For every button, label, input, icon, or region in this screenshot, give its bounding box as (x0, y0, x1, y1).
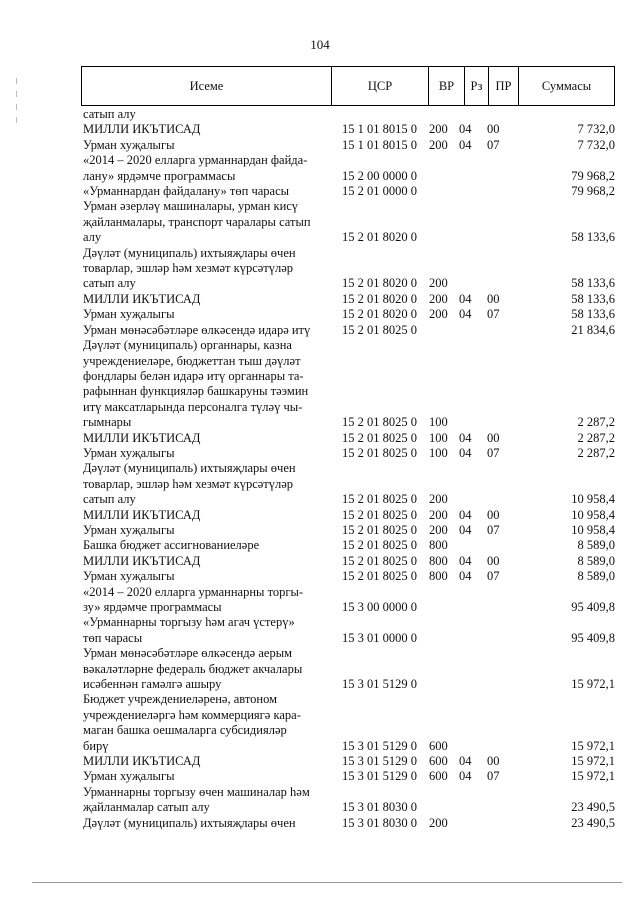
row-name-line: Дәүләт (муниципаль) ихтыяҗлары өчен (83, 245, 296, 260)
row-name-line: «2014 – 2020 елларга урманнарны торгы- (83, 584, 304, 599)
row-csr: 15 3 01 5129 0 (342, 754, 417, 769)
row-name-line: Урман мөнәсәбәтләре өлкәсендә аерым (83, 646, 292, 661)
row-rz: 04 (459, 522, 472, 537)
row-sum: 8 589,0 (577, 569, 615, 584)
header-pr: ПР (489, 67, 519, 105)
row-vr: 200 (429, 522, 448, 537)
row-vr: 600 (429, 754, 448, 769)
table-row (81, 122, 615, 137)
table-row (81, 184, 615, 199)
row-name (81, 646, 336, 692)
row-name-line: Башка бюджет ассигнованиеләре (83, 538, 260, 553)
header-sum: Суммасы (541, 78, 592, 93)
table-row (81, 754, 615, 769)
row-name (81, 538, 336, 553)
row-name (81, 754, 336, 769)
row-csr: 15 2 01 8025 0 (342, 430, 417, 445)
margin-ticks (16, 78, 20, 128)
row-name-line: Урман хуҗалыгы (83, 137, 175, 152)
row-name (81, 153, 336, 184)
row-pr: 00 (487, 430, 500, 445)
row-rz: 04 (459, 291, 472, 306)
row-rz: 04 (459, 569, 472, 584)
row-name-line: исәбеннән гамәлгә ашыру (83, 677, 222, 692)
row-vr: 800 (429, 553, 448, 568)
row-name-line: төп чарасы (83, 630, 143, 645)
row-name-line: учреждениеләргә һәм коммерциягә кара- (83, 707, 301, 722)
row-name-line: «Урманнарны торгызу һәм агач үстерү» (83, 615, 295, 630)
row-name-line: Урман хуҗалыгы (83, 445, 175, 460)
table-row (81, 338, 615, 430)
row-sum: 8 589,0 (577, 538, 615, 553)
row-csr: 15 1 01 8015 0 (342, 137, 417, 152)
row-pr: 00 (487, 122, 500, 137)
row-sum: 58 133,6 (571, 276, 615, 291)
row-csr: 15 3 01 8030 0 (342, 800, 417, 815)
row-pr: 00 (487, 291, 500, 306)
row-name-line: МИЛЛИ ИКЪТИСАД (83, 291, 201, 306)
row-csr: 15 1 01 8015 0 (342, 122, 417, 137)
row-sum: 2 287,2 (577, 430, 615, 445)
table-row (81, 461, 615, 507)
table-row (81, 646, 615, 692)
table-row (81, 569, 615, 584)
table-row (81, 816, 615, 831)
row-name-line: Урман мөнәсәбәтләре өлкәсендә идарә итү (83, 322, 311, 337)
row-name (81, 323, 336, 338)
table-row (81, 199, 615, 245)
row-name-line: «2014 – 2020 елларга урманнардан файда- (83, 153, 308, 168)
row-csr: 15 2 01 8025 0 (342, 445, 417, 460)
row-name (81, 816, 336, 831)
row-name-line: Урман хуҗалыгы (83, 569, 175, 584)
row-rz: 04 (459, 307, 472, 322)
row-name (81, 307, 336, 322)
row-name (81, 554, 336, 569)
row-name (81, 107, 336, 122)
row-csr: 15 2 01 8025 0 (342, 522, 417, 537)
row-name (81, 338, 336, 430)
row-rz: 04 (459, 122, 472, 137)
row-name-line: МИЛЛИ ИКЪТИСАД (83, 430, 201, 445)
header-rz: Рз (465, 67, 489, 105)
row-vr: 200 (429, 307, 448, 322)
row-name-line: Дәүләт (муниципаль) ихтыяҗлары өчен (83, 815, 296, 830)
row-name-line: лану» ярдәмче программасы (83, 168, 236, 183)
row-sum: 21 834,6 (571, 322, 615, 337)
row-name (81, 785, 336, 816)
row-pr: 07 (487, 769, 500, 784)
row-sum: 58 133,6 (571, 307, 615, 322)
table-row (81, 138, 615, 153)
table-row (81, 292, 615, 307)
row-sum: 10 958,4 (571, 507, 615, 522)
row-pr: 07 (487, 307, 500, 322)
row-name-line: сатып алу (83, 107, 136, 121)
row-name (81, 138, 336, 153)
row-rz: 04 (459, 430, 472, 445)
row-name-line: МИЛЛИ ИКЪТИСАД (83, 553, 201, 568)
row-rz: 04 (459, 137, 472, 152)
header-vr: ВР (429, 67, 465, 105)
table-row (81, 615, 615, 646)
row-name (81, 615, 336, 646)
table-row (81, 508, 615, 523)
row-rz: 04 (459, 507, 472, 522)
row-csr: 15 3 01 0000 0 (342, 630, 417, 645)
row-vr: 200 (429, 507, 448, 522)
row-sum: 15 972,1 (571, 738, 615, 753)
row-name-line: вәкаләтләрне федераль бюджет акчалары (83, 661, 303, 676)
row-vr: 600 (429, 769, 448, 784)
row-name-line: маган башка оешмаларга субсидияләр (83, 723, 287, 738)
row-pr: 00 (487, 754, 500, 769)
row-csr: 15 3 01 5129 0 (342, 769, 417, 784)
table-row (81, 785, 615, 816)
row-csr: 15 3 01 5129 0 (342, 677, 417, 692)
page-number: 104 (310, 37, 330, 52)
row-name-line: җайланмалар сатып алу (83, 800, 210, 815)
row-vr: 200 (429, 492, 448, 507)
row-csr: 15 2 00 0000 0 (342, 168, 417, 183)
row-pr: 07 (487, 445, 500, 460)
row-sum: 95 409,8 (571, 630, 615, 645)
row-sum: 8 589,0 (577, 553, 615, 568)
row-sum: 95 409,8 (571, 600, 615, 614)
table-header (81, 66, 615, 106)
row-name-line: фондлары белән идарә итү органнары та- (83, 368, 304, 383)
row-sum: 2 287,2 (577, 445, 615, 460)
row-name-line: алу (83, 230, 102, 245)
table-row (81, 307, 615, 322)
row-name-line: товарлар, эшләр һәм хезмәт күрсәтүләр (83, 476, 294, 491)
row-name-line: сатып алу (83, 276, 136, 291)
row-sum: 15 972,1 (571, 754, 615, 769)
table-row (81, 107, 615, 122)
row-pr: 07 (487, 522, 500, 537)
row-name (81, 446, 336, 461)
row-sum: 79 968,2 (571, 168, 615, 183)
row-name-line: итү максатларында персоналга түләү чы- (83, 399, 303, 414)
row-pr: 00 (487, 507, 500, 522)
table-row (81, 523, 615, 538)
row-vr: 100 (429, 445, 448, 460)
row-sum: 58 133,6 (571, 230, 615, 245)
footer-divider (32, 882, 622, 883)
row-name-line: рафыннан функцияләр башкаруны тәэмин (83, 384, 309, 399)
row-name-line: җайланмалары, транспорт чаралары сатып (83, 214, 311, 229)
row-name-line: сатып алу (83, 492, 136, 507)
row-vr: 200 (429, 122, 448, 137)
row-csr: 15 2 01 8020 0 (342, 230, 417, 245)
row-name (81, 292, 336, 307)
row-name-line: МИЛЛИ ИКЪТИСАД (83, 122, 201, 137)
row-csr: 15 2 01 8025 0 (342, 415, 417, 430)
row-name-line: Дәүләт (муниципаль) органнары, казна (83, 338, 292, 353)
row-name-line: Урман хуҗалыгы (83, 769, 175, 784)
row-sum: 7 732,0 (577, 137, 615, 152)
header-name: Исеме (82, 67, 332, 105)
table-body (81, 107, 615, 831)
row-name (81, 122, 336, 137)
row-name-line: МИЛЛИ ИКЪТИСАД (83, 507, 201, 522)
table-row (81, 585, 615, 616)
row-name-line: учреждениеләре, бюджеттан тыш дәүләт (83, 353, 301, 368)
table-row (81, 769, 615, 784)
table-row (81, 554, 615, 569)
row-name-line: товарлар, эшләр һәм хезмәт күрсәтүләр (83, 261, 294, 276)
row-vr: 200 (429, 276, 448, 291)
row-vr: 800 (429, 569, 448, 584)
row-sum: 2 287,2 (577, 415, 615, 430)
row-vr: 200 (429, 291, 448, 306)
row-name (81, 508, 336, 523)
row-csr: 15 2 01 8025 0 (342, 507, 417, 522)
row-name (81, 246, 336, 292)
row-vr: 200 (429, 137, 448, 152)
row-csr: 15 2 01 8025 0 (342, 322, 417, 337)
row-vr: 800 (429, 538, 448, 553)
table-row (81, 446, 615, 461)
row-csr: 15 3 01 5129 0 (342, 738, 417, 753)
row-name-line: бирү (83, 738, 109, 753)
row-rz: 04 (459, 754, 472, 769)
header-csr: ЦСР (332, 67, 429, 105)
row-name-line: Урман хуҗалыгы (83, 307, 175, 322)
row-csr: 15 2 01 8025 0 (342, 492, 417, 507)
table-row (81, 246, 615, 292)
row-name (81, 199, 336, 245)
row-csr: 15 2 01 8020 0 (342, 291, 417, 306)
row-sum: 10 958,4 (571, 522, 615, 537)
row-sum: 7 732,0 (577, 122, 615, 137)
row-name (81, 569, 336, 584)
row-pr: 07 (487, 569, 500, 584)
row-name-line: зу» ярдәмче программасы (83, 600, 222, 614)
row-rz: 04 (459, 445, 472, 460)
row-name-line: Бюджет учреждениеләренә, автоном (83, 692, 278, 707)
row-name-line: Урман әзерләү машиналары, урман кисү (83, 199, 299, 214)
row-rz: 04 (459, 769, 472, 784)
table-row (81, 323, 615, 338)
row-name (81, 769, 336, 784)
row-name-line: «Урманнардан файдалану» төп чарасы (83, 184, 290, 199)
row-name-line: Дәүләт (муниципаль) ихтыяҗлары өчен (83, 461, 296, 476)
row-csr: 15 2 01 8020 0 (342, 307, 417, 322)
table-row (81, 538, 615, 553)
row-csr: 15 2 01 8025 0 (342, 538, 417, 553)
row-sum: 23 490,5 (571, 800, 615, 815)
row-name-line: Урман хуҗалыгы (83, 522, 175, 537)
row-name (81, 585, 336, 616)
row-name (81, 461, 336, 507)
row-csr: 15 3 00 0000 0 (342, 600, 417, 614)
row-csr: 15 2 01 8020 0 (342, 276, 417, 291)
row-name-line: МИЛЛИ ИКЪТИСАД (83, 754, 201, 769)
row-name (81, 184, 336, 199)
row-csr: 15 2 01 0000 0 (342, 184, 417, 199)
row-vr: 600 (429, 738, 448, 753)
row-sum: 23 490,5 (571, 815, 615, 830)
row-name (81, 523, 336, 538)
row-vr: 100 (429, 415, 448, 430)
row-csr: 15 2 01 8025 0 (342, 569, 417, 584)
table-row (81, 153, 615, 184)
row-vr: 100 (429, 430, 448, 445)
row-csr: 15 2 01 8025 0 (342, 553, 417, 568)
row-sum: 10 958,4 (571, 492, 615, 507)
row-sum: 79 968,2 (571, 184, 615, 199)
row-csr: 15 3 01 8030 0 (342, 815, 417, 830)
row-name-line: Урманнарны торгызу өчен машиналар һәм (83, 784, 310, 799)
row-rz: 04 (459, 553, 472, 568)
table-row (81, 431, 615, 446)
table-row (81, 692, 615, 754)
row-name (81, 692, 336, 754)
row-pr: 00 (487, 553, 500, 568)
row-sum: 58 133,6 (571, 291, 615, 306)
row-sum: 15 972,1 (571, 769, 615, 784)
row-name-line: гымнары (83, 415, 132, 430)
row-name (81, 431, 336, 446)
row-vr: 200 (429, 815, 448, 830)
row-pr: 07 (487, 137, 500, 152)
row-sum: 15 972,1 (571, 677, 615, 692)
